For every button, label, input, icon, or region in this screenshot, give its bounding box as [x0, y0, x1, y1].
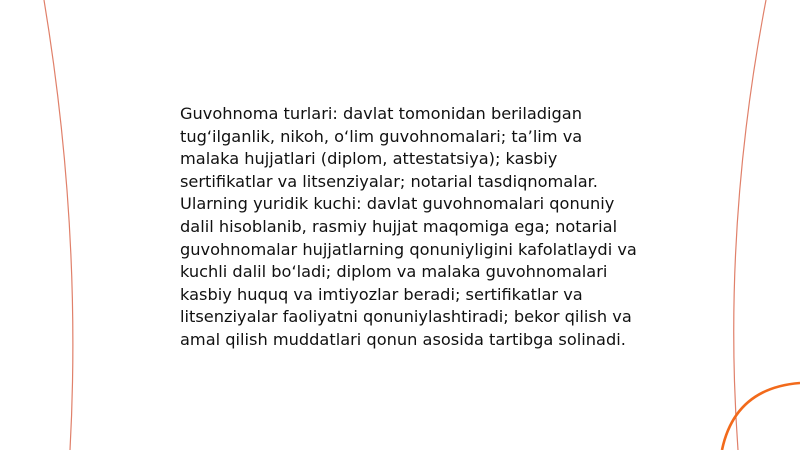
- right-arc-line: [734, 0, 766, 450]
- slide-body-text: Guvohnoma turlari: davlat tomonidan beriladigan tug‘ilganlik, nikoh, o‘lim guvohnomalari; ta’lim va malaka hujjatlari (diplom, attestatsiya); kasbiy sertifikatlar va litsenziyalar; notarial tasdiqnomalar. Ularning yuridik kuchi: davlat guvohnomalari qonuniy dalil hisoblanib, rasmiy hujjat maqomiga ega; notarial guvohnomalar hujjatlarning qonuniyligini kafolatlaydi va kuchli dalil bo‘ladi; diplom va malaka guvohnomalari kasbiy huquq va imtiyozlar beradi; sertifikatlar va litsenziyalar faoliyatni qonuniylashtiradi; bekor qilish va amal qilish muddatlari qonun asosida tartibga solinadi.: [180, 104, 637, 349]
- left-arc-line: [44, 0, 73, 450]
- bottom-right-circle-arc: [722, 383, 800, 450]
